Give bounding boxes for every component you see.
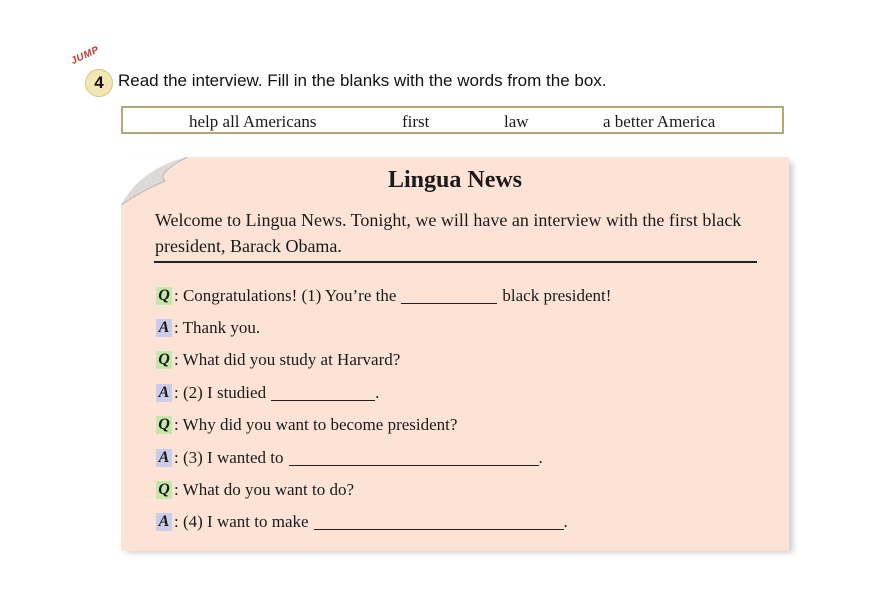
answer-blank-2[interactable] — [271, 386, 375, 401]
word-option: a better America — [603, 112, 716, 131]
dialogue-text: : Why did you want to become president? — [174, 415, 458, 434]
answer-blank-1[interactable] — [401, 289, 497, 304]
answer-tag: A — [156, 384, 172, 402]
dialogue-text: : (4) I want to make — [174, 512, 309, 531]
jump-label: JUMP — [69, 44, 102, 67]
dialogue-line — [156, 350, 400, 370]
exercise-instruction: Read the interview. Fill in the blanks with the words from the box. — [118, 71, 607, 90]
dialogue-line — [156, 480, 354, 500]
exercise-number: 4 — [85, 69, 113, 97]
answer-tag: A — [156, 449, 172, 467]
dialogue-text: : Congratulations! (1) You’re the — [174, 286, 397, 305]
question-tag: Q — [156, 351, 172, 369]
dialogue-text: . — [538, 448, 543, 467]
word-option: first — [402, 112, 430, 131]
answer-tag: A — [156, 319, 172, 337]
dialogue-text: : (3) I wanted to — [174, 448, 284, 467]
dialogue-text: : (2) I studied — [174, 383, 267, 402]
dialogue-line — [156, 512, 568, 532]
question-tag: Q — [156, 287, 172, 305]
dialogue-text: . — [375, 383, 380, 402]
dialogue-line — [156, 448, 543, 468]
dialogue-text: : What did you study at Harvard? — [174, 350, 401, 369]
answer-blank-3[interactable] — [289, 451, 539, 466]
news-title: Lingua News — [387, 167, 523, 193]
word-box — [121, 106, 784, 134]
jump-badge — [69, 44, 116, 96]
word-option: law — [504, 112, 529, 131]
answer-blank-4[interactable] — [314, 515, 564, 530]
dialogue-line — [156, 383, 379, 403]
dialogue-line — [156, 286, 611, 306]
question-tag: Q — [156, 416, 172, 434]
dialogue-text: black president! — [502, 286, 612, 305]
dialogue-line — [156, 318, 260, 338]
question-tag: Q — [156, 481, 172, 499]
dialogue-text: . — [563, 512, 568, 531]
news-intro: Welcome to Lingua News. Tonight, we will have an interview with the first black president, Barack Obama. — [155, 210, 742, 256]
answer-tag: A — [156, 513, 172, 531]
word-option: help all Americans — [189, 112, 317, 131]
dialogue-line — [156, 415, 457, 435]
dialogue-text: : Thank you. — [174, 318, 261, 337]
dialogue-text: : What do you want to do? — [174, 480, 355, 499]
divider — [154, 261, 757, 263]
